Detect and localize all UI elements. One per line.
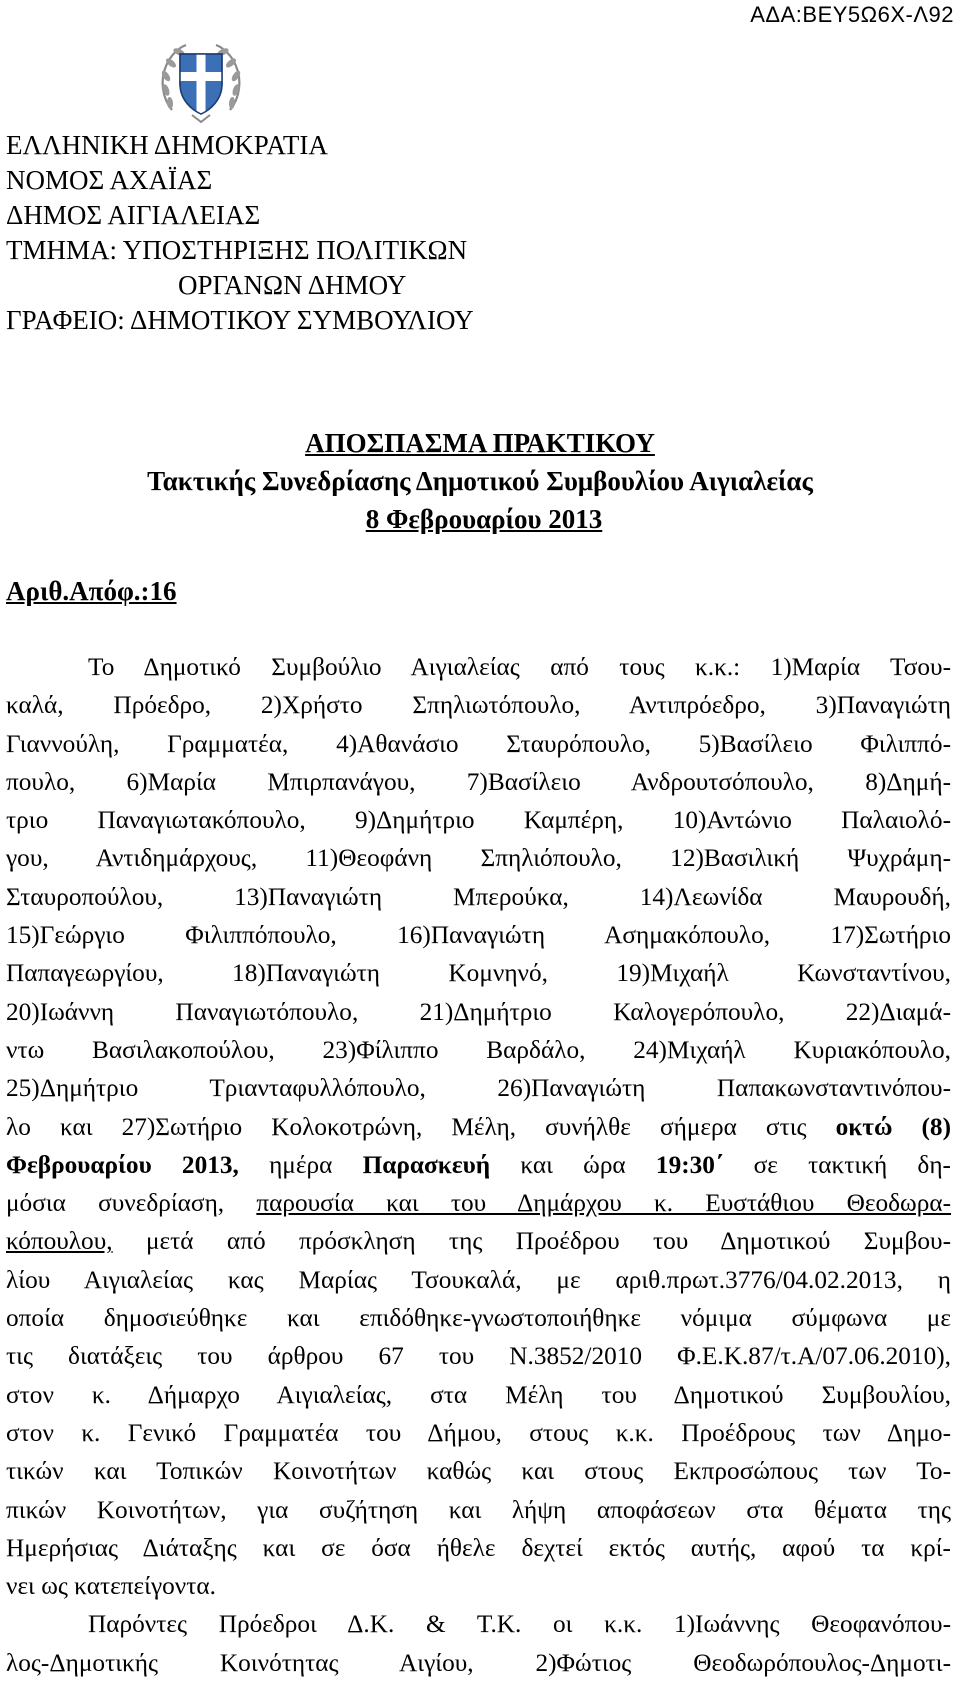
body-text-segment: μετά από πρόσκληση της Προέδρου του Δημοτικού Συμβου-: [145, 1227, 951, 1256]
header-line: ΤΜΗΜΑ: ΥΠΟΣΤΗΡΙΞΗΣ ΠΟΛΙΤΙΚΩΝ: [6, 235, 468, 265]
header-line: ΔΗΜΟΣ ΑΙΓΙΑΛΕΙΑΣ: [6, 200, 261, 230]
body-bold-segment: Φεβρουαρίου 2013,: [6, 1150, 239, 1179]
body-line: τις διατάξεις του άρθρου 67 του Ν.3852/2010 Φ.Ε.Κ.87/τ.Α/07.06.2010),: [6, 1342, 951, 1371]
body-line: ντω Βασιλακοπούλου, 23)Φίλιππο Βαρδάλο, 24)Μιχαήλ Κυριακόπουλο,: [6, 1035, 951, 1064]
body-line: λίου Αιγιαλείας κας Μαρίας Τσουκαλά, με αριθ.πρωτ.3776/04.02.2013, η: [6, 1265, 951, 1294]
body-line: νει ως κατεπείγοντα.: [6, 1572, 216, 1601]
body-line: τριο Παναγιωτακόπουλο, 9)Δημήτριο Καμπέρη, 10)Αντώνιο Παλαιολό-: [6, 806, 951, 835]
body-bold-segment: Παρασκευή: [362, 1150, 491, 1179]
header-line: ΟΡΓΑΝΩΝ ΔΗΜΟΥ: [178, 270, 407, 300]
body-line: τικών και Τοπικών Κοινοτήτων καθώς και στους Εκπροσώπους των Το-: [6, 1457, 951, 1486]
header-line: ΕΛΛΗΝΙΚΗ ΔΗΜΟΚΡΑΤΙΑ: [6, 130, 328, 160]
body-line: καλά, Πρόεδρο, 2)Χρήστο Σπηλιωτόπουλο, Αντιπρόεδρο, 3)Παναγιώτη: [6, 691, 951, 720]
title-line: ΑΠΟΣΠΑΣΜΑ ΠΡΑΚΤΙΚΟΥ: [305, 428, 655, 458]
body-text-segment: και ώρα: [520, 1150, 626, 1179]
body-bold-segment: οκτώ (8): [835, 1112, 951, 1141]
document-title: [0, 424, 960, 538]
body-line: [6, 1146, 951, 1184]
body-line: στον κ. Γενικό Γραμματέα του Δήμου, στους κ.κ. Προέδρους των Δημο-: [6, 1418, 951, 1447]
body-line: Γιαννούλη, Γραμματέα, 4)Αθανάσιο Σταυρόπουλο, 5)Βασίλειο Φιλιππό-: [6, 729, 951, 758]
body-underlined-segment: κόπουλου,: [6, 1227, 113, 1256]
header-line: ΝΟΜΟΣ ΑΧΑΪΑΣ: [6, 165, 213, 195]
body-line: λος-Δημοτικής Κοινότητας Αιγίου, 2)Φώτιος Θεοδωρόπουλος-Δημοτι-: [6, 1648, 951, 1677]
body-line: [6, 1184, 951, 1222]
greek-coat-of-arms-icon: [158, 40, 244, 126]
body-text-segment: λο και 27)Σωτήριο Κολοκοτρώνη, Μέλη, συνήλθε σήμερα στις: [6, 1112, 807, 1141]
body-line: Το Δημοτικό Συμβούλιο Αιγιαλείας από τους κ.κ.: 1)Μαρία Τσου-: [88, 653, 951, 681]
body-text-segment: σε τακτική δη-: [753, 1150, 951, 1179]
body-line: πικών Κοινοτήτων, για συζήτηση και λήψη αποφάσεων στα θέματα της: [6, 1495, 951, 1524]
body-text-segment: μόσια συνεδρίαση,: [6, 1189, 225, 1218]
header-line: ΓΡΑΦΕΙΟ: ΔΗΜΟΤΙΚΟΥ ΣΥΜΒΟΥΛΙΟΥ: [6, 305, 474, 335]
body-line: Σταυροπούλου, 13)Παναγιώτη Μπερούκα, 14)Λεωνίδα Μαυρουδή,: [6, 882, 951, 911]
body-line: γου, Αντιδημάρχους, 11)Θεοφάνη Σπηλιόπουλο, 12)Βασιλική Ψυχράμη-: [6, 844, 951, 873]
ada-code: ΑΔΑ:ΒΕΥ5Ω6Χ-Λ92: [750, 2, 954, 27]
body-line: 20)Ιωάννη Παναγιωτόπουλο, 21)Δημήτριο Καλογερόπουλο, 22)Διαμά-: [6, 997, 951, 1026]
issuer-header: [6, 128, 946, 338]
body-line: 15)Γεώργιο Φιλιππόπουλο, 16)Παναγιώτη Ασημακόπουλο, 17)Σωτήριο: [6, 921, 951, 950]
decision-number: Αριθ.Απόφ.:16: [6, 576, 177, 606]
body-line: [6, 1108, 951, 1146]
body-line: Ημερήσιας Διάταξης και σε όσα ήθελε δεχτεί εκτός αυτής, αφού τα κρί-: [6, 1533, 951, 1562]
body-underlined-segment: παρουσία και του Δημάρχου κ. Ευστάθιου Θεοδωρα-: [256, 1189, 952, 1218]
body-line: πουλο, 6)Μαρία Μπιρπανάγου, 7)Βασίλειο Ανδρουτσόπουλο, 8)Δημή-: [6, 767, 951, 796]
body-line: [6, 1222, 951, 1260]
body-text-segment: ημέρα: [269, 1150, 333, 1179]
body-bold-segment: 19:30΄: [655, 1150, 724, 1179]
body-line: στον κ. Δήμαρχο Αιγιαλείας, στα Μέλη του Δημοτικού Συμβουλίου,: [6, 1380, 951, 1409]
body-line: 25)Δημήτριο Τριανταφυλλόπουλο, 26)Παναγιώτη Παπακωνσταντινόπου-: [6, 1074, 951, 1103]
body-line: Παπαγεωργίου, 18)Παναγιώτη Κομνηνό, 19)Μιχαήλ Κωνσταντίνου,: [6, 959, 951, 988]
meeting-date: 8 Φεβρουαρίου 2013: [365, 504, 603, 534]
body-line: οποία δημοσιεύθηκε και επιδόθηκε-γνωστοποιήθηκε νόμιμα σύμφωνα με: [6, 1304, 951, 1333]
body-line: Παρόντες Πρόεδροι Δ.Κ. & Τ.Κ. οι κ.κ. 1)Ιωάννης Θεοφανόπου-: [88, 1610, 951, 1639]
title-line: Τακτικής Συνεδρίασης Δημοτικού Συμβουλίου Αιγιαλείας: [147, 466, 813, 496]
minutes-body: [6, 648, 951, 1682]
